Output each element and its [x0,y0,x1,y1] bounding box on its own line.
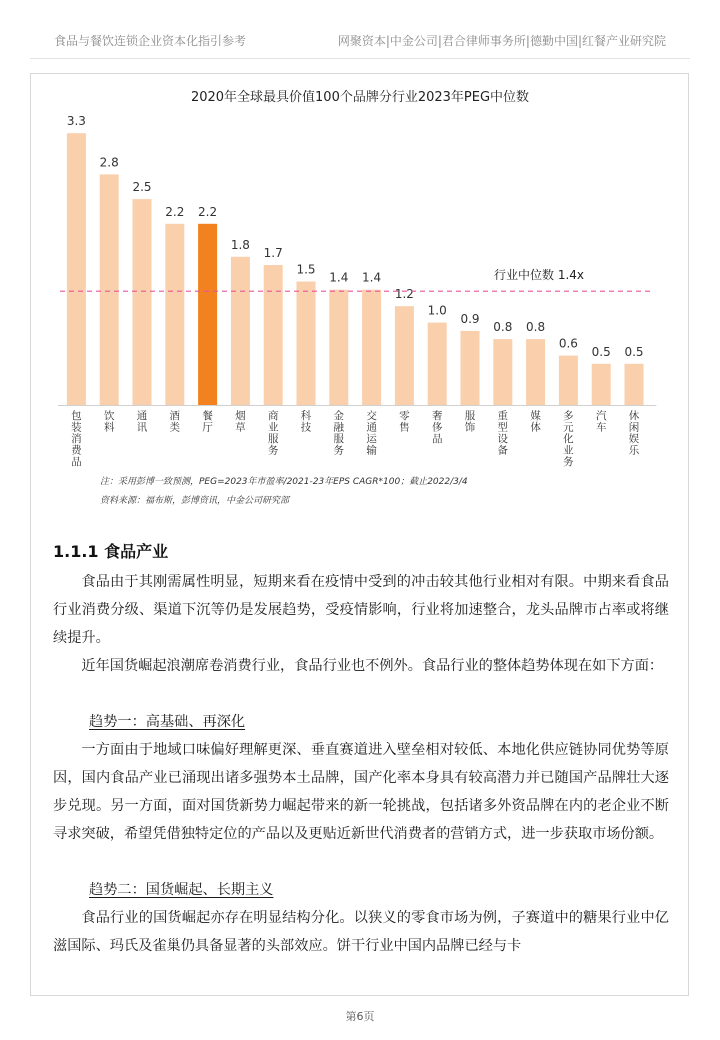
section-title: 1.1.1 食品产业 [53,542,169,561]
bar-value-label: 2.2 [165,204,185,219]
bar-7 [297,282,316,406]
category-label: 汽车 [595,410,607,434]
bar-13 [493,339,512,405]
paragraph-2: 近年国货崛起浪潮席卷消费行业，食品行业也不例外。食品行业的整体趋势体现在如下方面： [81,658,664,674]
bar-17 [625,364,644,405]
bar-value-label: 2.2 [198,204,218,219]
bar-8 [329,290,348,405]
bar-value-label: 1.4 [362,270,382,285]
category-label: 休闲娱乐 [628,410,640,457]
bar-4 [198,224,217,405]
category-label: 金融服务 [333,410,345,457]
bar-value-label: 1.7 [263,246,283,260]
bar-value-label: 2.5 [132,180,152,195]
category-label: 零售 [399,410,410,434]
chart-title: 2020年全球最具价值100个品牌分行业2023年PEG中位数 [190,90,530,105]
bar-1 [100,174,119,405]
bar-10 [395,306,414,405]
bar-value-label: 1.8 [230,237,250,252]
category-label: 酒类 [169,410,181,434]
bar-value-label: 0.6 [558,336,578,351]
bar-3 [165,224,184,405]
bar-0 [67,133,86,405]
chart-note: 注：采用彭博一致预测，PEG=2023年市盈率/2021-23年EPS CAGR*100；截止2022/3/4 [100,477,468,487]
bar-9 [362,290,381,405]
bar-value-label: 0.8 [493,320,513,335]
bar-2 [133,199,152,405]
category-label: 包装消费品 [71,410,82,468]
bar-value-label: 1.4 [329,270,349,285]
bar-value-label: 1.5 [296,262,316,277]
header-left-title: 食品与餐饮连锁企业资本化指引参考 [54,34,247,48]
category-label: 服饰 [464,410,476,434]
bar-5 [231,257,250,405]
bar-value-label: 0.5 [591,344,611,359]
bar-value-label: 2.8 [99,155,119,170]
category-label: 饮料 [103,410,115,434]
bar-16 [592,364,611,405]
category-label: 媒体 [530,410,541,434]
bar-6 [264,265,283,405]
category-label: 奢侈品 [431,410,443,445]
trend-2-heading: 趋势二：国货崛起、长期主义 [89,882,274,898]
category-label: 交通运输 [366,410,377,457]
category-label: 多元化业务 [563,410,574,468]
paragraph-1: 食品由于其刚需属性明显，短期来看在疫情中受到的冲击较其他行业相对有限。中期来看食品行业消费分级、渠道下沉等仍是发展趋势，受疫情影响，行业将加速整合，龙头品牌市占率或将继续提升。 [53,574,669,646]
chart-value-labels [67,114,644,359]
paragraph-4: 食品行业的国货崛起亦存在明显结构分化。以狭义的零食市场为例，子赛道中的糖果行业中亿滋国际、玛氏及雀巢仍具备显著的头部效应。饼干行业中国内品牌已经与卡 [53,910,669,954]
chart-source: 资料来源：福布斯，彭博资讯，中金公司研究部 [100,496,290,506]
page-number: 第6页 [345,1010,375,1023]
category-label: 重型设备 [497,410,509,457]
bar-value-label: 0.8 [526,320,546,335]
bar-value-label: 1.2 [394,287,414,302]
paragraph-3: 一方面由于地域口味偏好理解更深、垂直赛道进入壁垒相对较低、本地化供应链协同优势等原因，国内食品产业已涌现出诸多强势本土品牌，国产化率本身具有较高潜力并已随国产品牌壮大逐步兑现。另一方面，面对国货新势力崛起带来的新一轮挑战，包括诸多外资品牌在内的老企业不断寻求突破，希望凭借独特定位的产品以及更贴近新世代消费者的营销方式，进一步获取市场份额。 [53,742,669,842]
category-label: 通讯 [136,410,148,434]
bar-11 [428,323,447,405]
category-label: 科技 [300,410,312,434]
category-label: 餐厅 [202,410,213,434]
header-right-sources: 网聚资本|中金公司|君合律师事务所|德勤中国|红餐产业研究院 [337,34,666,48]
category-label: 商业服务 [267,410,279,457]
bar-15 [559,356,578,405]
bar-14 [526,339,545,405]
bar-value-label: 3.3 [66,114,86,129]
bar-12 [461,331,480,405]
peg-bar-chart [0,0,720,470]
bar-value-label: 1.0 [427,303,447,318]
category-label: 烟草 [235,410,246,434]
bar-value-label: 0.5 [624,344,644,359]
median-label: 行业中位数 1.4x [494,268,585,283]
chart-category-labels [71,409,640,468]
bar-value-label: 0.9 [460,311,480,326]
trend-1-heading: 趋势一：高基础、再深化 [89,714,246,730]
